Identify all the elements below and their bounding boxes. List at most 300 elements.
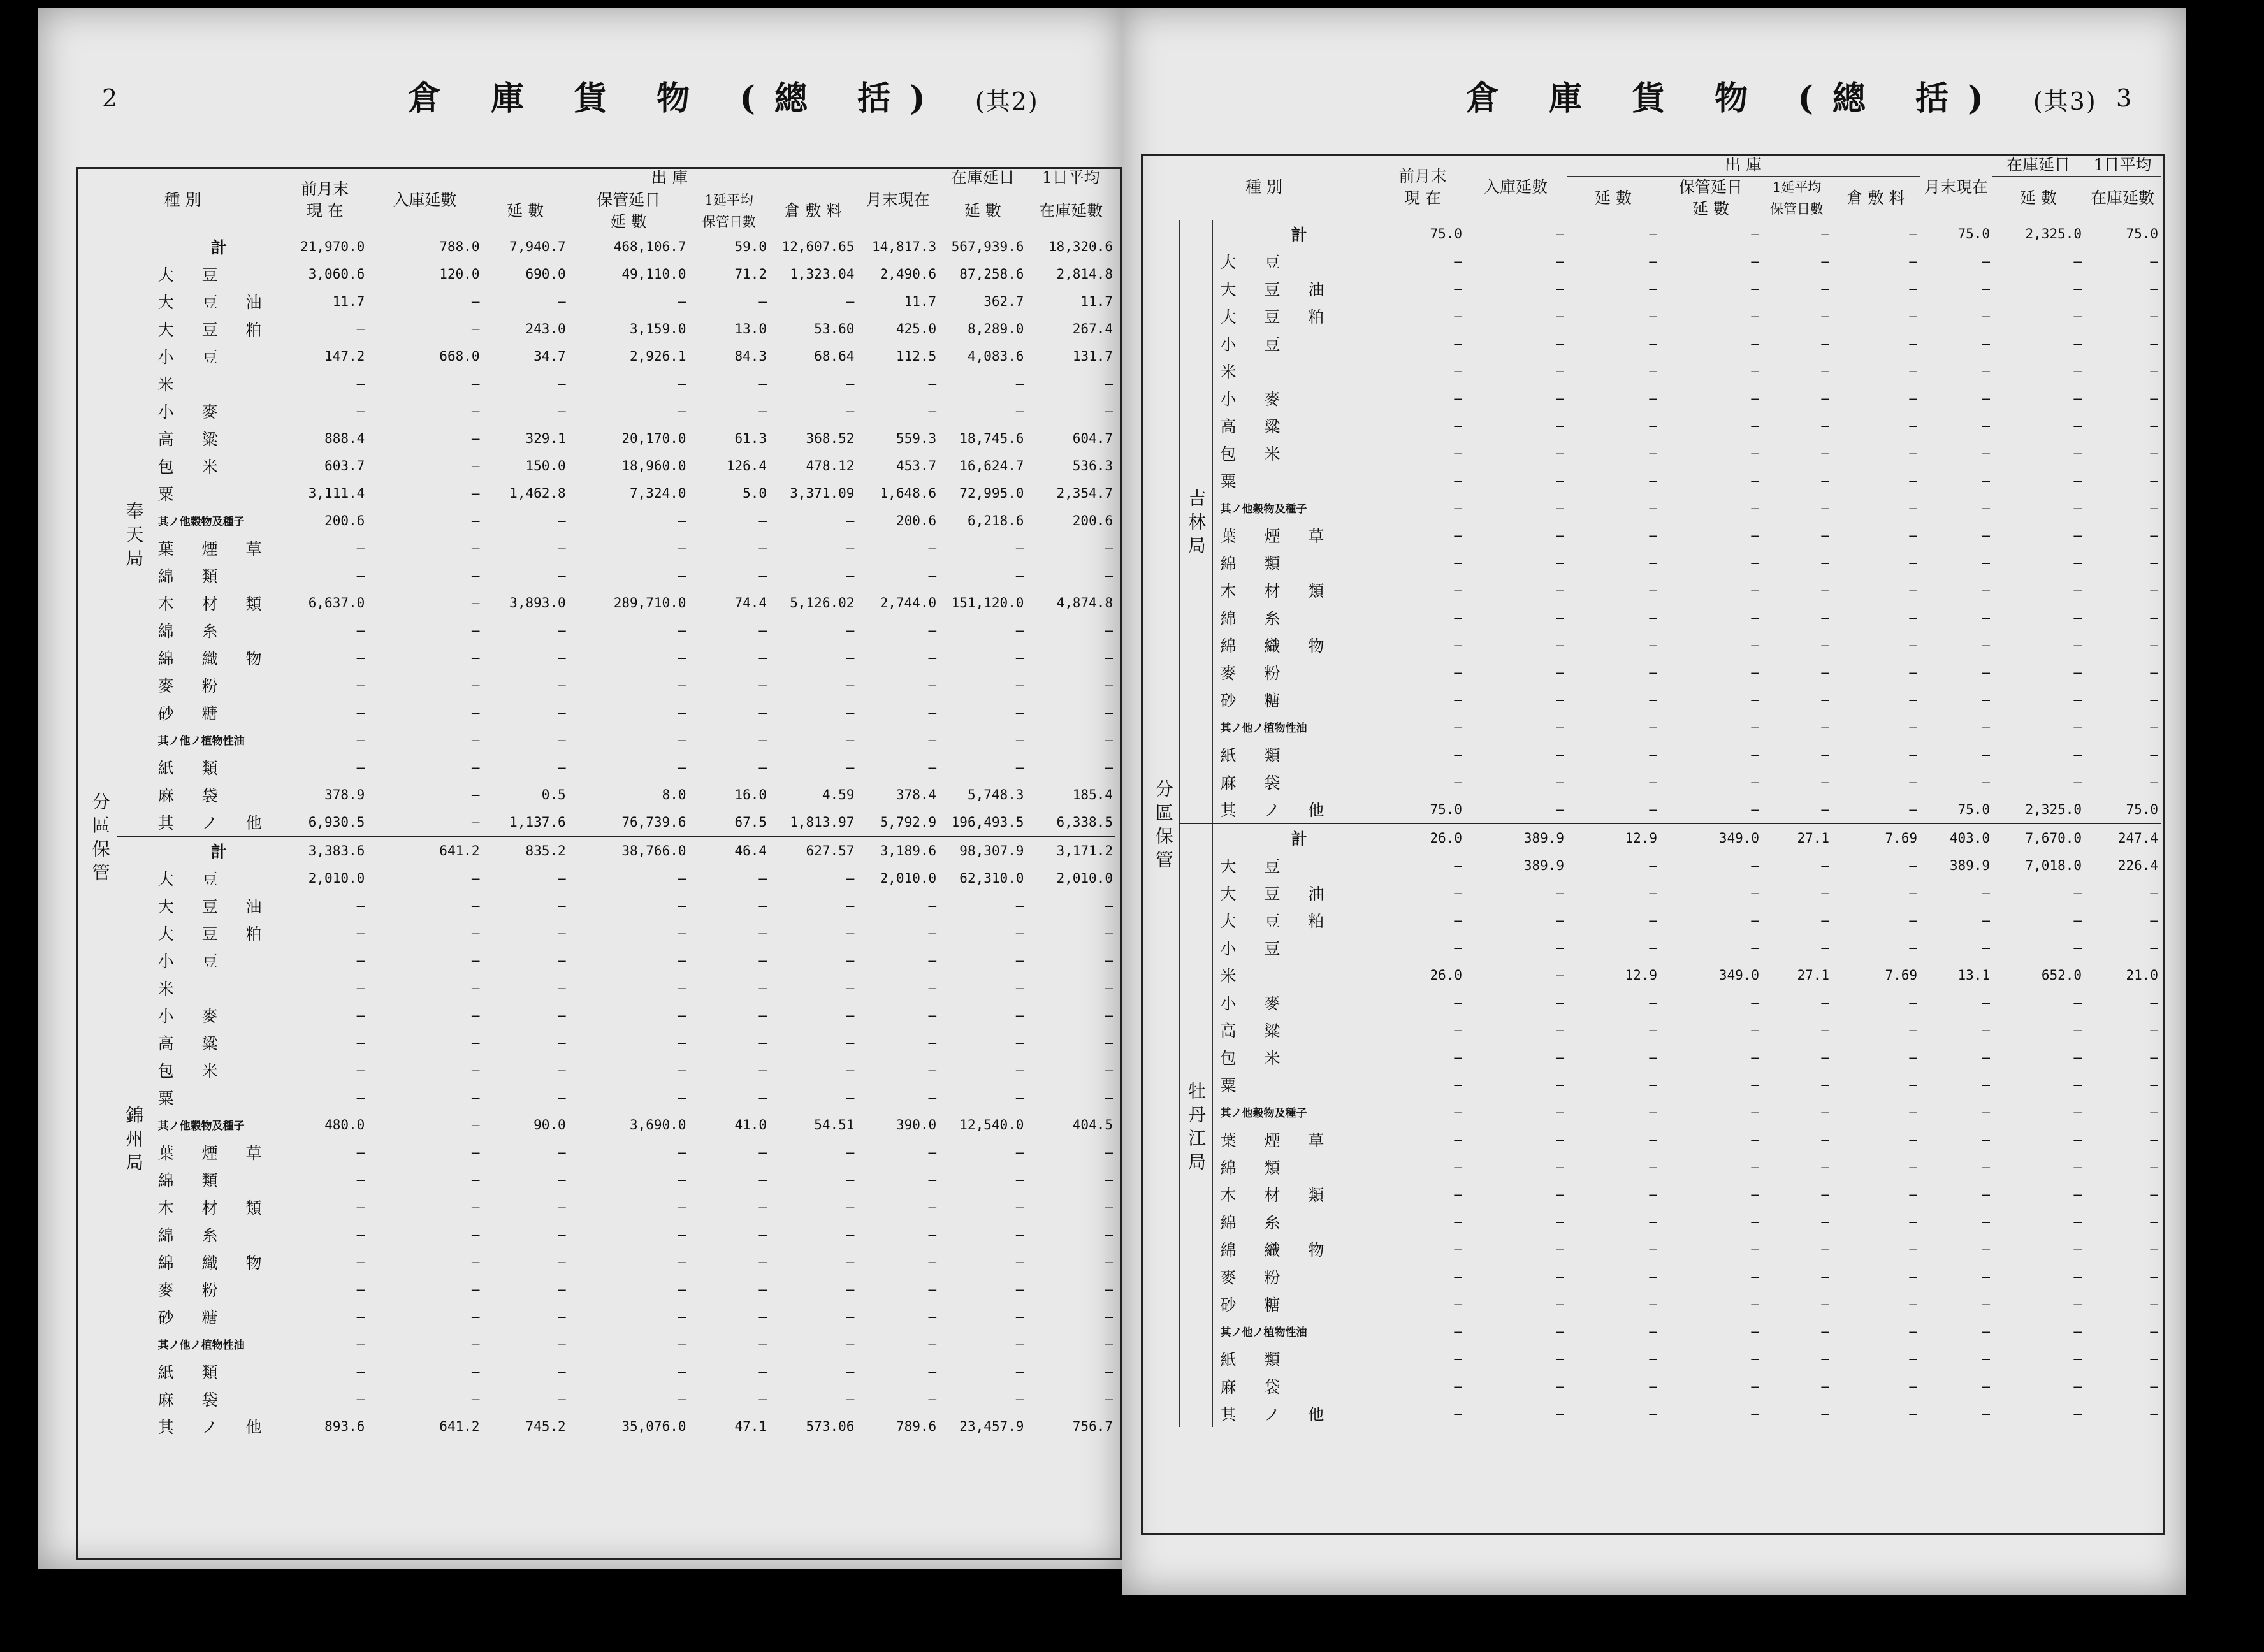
value-cell: 75.0 (2126, 801, 2159, 817)
value-cell: — (758, 1034, 767, 1050)
value-cell: — (1105, 1171, 1113, 1187)
value-cell: — (1015, 649, 1024, 665)
value-cell: — (678, 1336, 686, 1352)
value-cell: — (2150, 719, 2159, 735)
value-cell: — (1454, 582, 1463, 598)
item-label: 米 (157, 375, 185, 394)
value-cell: — (1751, 335, 1760, 351)
value-cell: — (1105, 1391, 1113, 1407)
value-cell: — (846, 952, 855, 968)
office-label: 錦 州 局 (117, 836, 150, 1440)
value-cell: — (1751, 1049, 1760, 1065)
value-cell: — (1909, 500, 1918, 516)
value-cell: 87,258.6 (959, 266, 1024, 282)
value-cell: — (1751, 912, 1760, 928)
value-cell: — (2150, 1104, 2159, 1120)
value-cell: — (678, 1254, 686, 1270)
table-row (83, 726, 1115, 753)
value-cell: — (1649, 746, 1658, 762)
table-row (1147, 768, 2161, 795)
header-daily-avg: 在庫延數 (2091, 189, 2155, 207)
value-cell: — (1982, 664, 1991, 680)
value-cell: — (1556, 253, 1565, 269)
value-cell: 2,010.0 (880, 870, 937, 886)
value-cell: 7,324.0 (629, 485, 686, 501)
value-cell: — (928, 403, 937, 419)
value-cell: — (471, 704, 480, 720)
value-cell: — (1751, 280, 1760, 296)
value-cell: — (1821, 253, 1830, 269)
table-row (1147, 1071, 2161, 1098)
value-cell: — (1751, 885, 1760, 901)
item-label: 其ノ他穀物及種子 (1220, 503, 1307, 516)
value-cell: — (1982, 1022, 1991, 1038)
value-cell: — (1649, 1378, 1658, 1394)
value-cell: — (2073, 1104, 2082, 1120)
value-cell: — (1909, 1131, 1918, 1147)
value-cell: 8,289.0 (967, 321, 1024, 337)
left-page (38, 8, 1122, 1569)
value-cell: — (1982, 1378, 1991, 1394)
value-cell: — (471, 1308, 480, 1324)
value-cell: — (1015, 1089, 1024, 1105)
value-cell: 745.2 (525, 1418, 566, 1434)
value-cell: — (558, 980, 566, 996)
value-cell: — (1751, 857, 1760, 873)
value-cell: — (558, 512, 566, 528)
value-cell: — (2150, 335, 2159, 351)
value-cell: — (558, 1199, 566, 1215)
value-cell: — (1649, 692, 1658, 707)
value-cell: — (1909, 390, 1918, 406)
value-cell: — (1909, 1186, 1918, 1202)
value-cell: — (1015, 1254, 1024, 1270)
value-cell: — (1556, 609, 1565, 625)
value-cell: 362.7 (983, 293, 1024, 309)
value-cell: — (1909, 1351, 1918, 1366)
value-cell: 200.6 (324, 512, 365, 528)
value-cell: — (356, 1089, 365, 1105)
value-cell: — (846, 1144, 855, 1160)
value-cell: — (928, 622, 937, 638)
value-cell: — (558, 293, 566, 309)
value-cell: — (1649, 280, 1658, 296)
value-cell: 12,607.65 (781, 238, 855, 254)
value-cell: — (1454, 253, 1463, 269)
region-label: 分 區 保 管 (83, 233, 117, 1440)
header-fee: 倉 敷 料 (1847, 189, 1905, 207)
value-cell: — (1751, 1076, 1760, 1092)
value-cell: — (1821, 417, 1830, 433)
value-cell: 404.5 (1072, 1117, 1113, 1133)
value-cell: — (1909, 1076, 1918, 1092)
value-cell: — (1751, 1131, 1760, 1147)
value-cell: — (1982, 939, 1991, 955)
value-cell: — (1649, 719, 1658, 735)
value-cell: 5,748.3 (967, 786, 1024, 802)
value-cell: — (1556, 280, 1565, 296)
item-label: 木 材 類 (157, 1198, 273, 1217)
table-row (83, 1330, 1115, 1358)
value-cell: — (846, 293, 855, 309)
value-cell: — (1982, 1076, 1991, 1092)
value-cell: 72,995.0 (959, 485, 1024, 501)
value-cell: — (1556, 939, 1565, 955)
value-cell: — (1751, 1022, 1760, 1038)
item-label: 粟 (1220, 472, 1248, 491)
value-cell: — (1982, 472, 1991, 488)
value-cell: — (1454, 1022, 1463, 1038)
value-cell: — (356, 677, 365, 693)
value-cell: — (1454, 885, 1463, 901)
value-cell: — (2150, 912, 2159, 928)
value-cell: — (1982, 582, 1991, 598)
value-cell: — (1649, 1104, 1658, 1120)
value-cell: — (1909, 609, 1918, 625)
value-cell: — (1982, 1159, 1991, 1175)
value-cell: — (1982, 885, 1991, 901)
value-cell: 75.0 (1430, 226, 1463, 242)
value-cell: — (1821, 939, 1830, 955)
value-cell: — (558, 1226, 566, 1242)
header-in-total: 入庫延數 (1484, 177, 1548, 196)
value-cell: — (758, 375, 767, 391)
value-cell: — (1751, 637, 1760, 653)
value-cell: — (678, 980, 686, 996)
table-row (83, 479, 1115, 507)
table-row (1147, 220, 2161, 247)
value-cell: — (758, 1336, 767, 1352)
item-label: 大 豆 油 (157, 293, 273, 312)
value-cell: 835.2 (483, 836, 569, 864)
value-cell: — (356, 980, 365, 996)
value-cell: — (471, 375, 480, 391)
value-cell: 41.0 (734, 1117, 767, 1133)
value-cell: — (1982, 692, 1991, 707)
value-cell: — (2073, 1296, 2082, 1312)
item-label: 綿 類 (1220, 1158, 1292, 1177)
value-cell: — (2150, 1268, 2159, 1284)
value-cell: — (1909, 1022, 1918, 1038)
item-label: 其ノ他穀物及種子 (157, 1120, 245, 1133)
value-cell: — (1821, 1214, 1830, 1229)
value-cell: — (678, 567, 686, 583)
value-cell: — (1556, 226, 1565, 242)
value-cell: — (2073, 885, 2082, 901)
value-cell: — (356, 732, 365, 748)
value-cell: — (1556, 582, 1565, 598)
value-cell: — (1454, 1186, 1463, 1202)
value-cell: — (1909, 774, 1918, 790)
item-label: 米 (1220, 966, 1248, 985)
value-cell: — (1556, 746, 1565, 762)
value-cell: — (1556, 719, 1565, 735)
value-cell: — (758, 952, 767, 968)
value-cell: 2,010.0 (1056, 870, 1113, 886)
value-cell: — (1751, 554, 1760, 570)
value-cell: 3,171.2 (1026, 836, 1115, 864)
value-cell: 90.0 (533, 1117, 566, 1133)
value-cell: — (1105, 1144, 1113, 1160)
value-cell: — (1556, 967, 1565, 983)
value-cell: — (1105, 1308, 1113, 1324)
value-cell: — (2073, 417, 2082, 433)
value-cell: — (2150, 417, 2159, 433)
value-cell: — (1909, 445, 1918, 461)
value-cell: — (1909, 857, 1918, 873)
item-label: 其ノ他穀物及種子 (157, 516, 245, 528)
value-cell: — (1751, 1159, 1760, 1175)
item-label: 木 材 類 (157, 594, 273, 613)
value-cell: — (1982, 1186, 1991, 1202)
item-label: 高 粱 (1220, 1021, 1292, 1040)
item-label: 高 粱 (157, 430, 229, 449)
value-cell: — (558, 1254, 566, 1270)
item-label: 大 豆 粕 (1220, 307, 1336, 326)
value-cell: — (2150, 1186, 2159, 1202)
value-cell: 5,792.9 (880, 814, 937, 830)
value-cell: — (471, 980, 480, 996)
value-cell: — (1982, 527, 1991, 543)
value-cell: 788.0 (439, 238, 480, 254)
value-cell: — (1649, 1241, 1658, 1257)
value-cell: — (1649, 1214, 1658, 1229)
table-row (1147, 741, 2161, 768)
value-cell: — (471, 1363, 480, 1379)
value-cell: — (846, 1391, 855, 1407)
value-cell: — (846, 622, 855, 638)
table-row (1147, 521, 2161, 549)
value-cell: — (1556, 994, 1565, 1010)
value-cell: — (1982, 1131, 1991, 1147)
header-avg-days: 1延平均 保管日數 (702, 192, 756, 229)
value-cell: 468,106.7 (613, 238, 686, 254)
value-cell: — (2150, 363, 2159, 379)
table-row (1147, 851, 2161, 879)
table-row (83, 452, 1115, 479)
value-cell: — (1821, 774, 1830, 790)
value-cell: — (558, 540, 566, 556)
table-row (1147, 1126, 2161, 1153)
value-cell: 54.51 (814, 1117, 855, 1133)
value-cell: — (1105, 925, 1113, 941)
value-cell: 6,637.0 (308, 595, 365, 611)
value-cell: — (1454, 1131, 1463, 1147)
value-cell: — (846, 375, 855, 391)
value-cell: — (928, 540, 937, 556)
table-row (83, 424, 1115, 452)
value-cell: — (2073, 1405, 2082, 1421)
value-cell: — (1821, 1131, 1830, 1147)
value-cell: — (1105, 952, 1113, 968)
table-row (83, 616, 1115, 644)
value-cell: 390.0 (896, 1117, 937, 1133)
value-cell: — (678, 1226, 686, 1242)
value-cell: — (1751, 1405, 1760, 1421)
value-cell: — (2150, 500, 2159, 516)
value-cell: — (678, 375, 686, 391)
value-cell: — (1982, 719, 1991, 735)
value-cell: — (1982, 554, 1991, 570)
table-row (1147, 576, 2161, 604)
value-cell: — (1105, 732, 1113, 748)
value-cell: — (558, 1089, 566, 1105)
value-cell: 368.52 (806, 430, 855, 446)
value-cell: 6,930.5 (308, 814, 365, 830)
value-cell: — (1909, 582, 1918, 598)
value-cell: — (2150, 280, 2159, 296)
value-cell: 12,540.0 (959, 1117, 1024, 1133)
value-cell: — (928, 980, 937, 996)
right-page (1122, 8, 2186, 1595)
page-title (408, 71, 1039, 119)
value-cell: — (1909, 1296, 1918, 1312)
value-cell: — (1751, 363, 1760, 379)
value-cell: 378.4 (896, 786, 937, 802)
item-label: 綿 糸 (1220, 1213, 1292, 1232)
value-cell: — (1649, 363, 1658, 379)
item-label: 小 麥 (157, 1006, 229, 1025)
value-cell: 11.7 (1080, 293, 1113, 309)
value-cell: — (1909, 746, 1918, 762)
header-stock-days: 延 數 (2020, 189, 2057, 207)
value-cell: 34.7 (533, 348, 566, 364)
value-cell: — (928, 1254, 937, 1270)
value-cell: — (2150, 1241, 2159, 1257)
value-cell: — (2150, 1378, 2159, 1394)
value-cell: 147.2 (324, 348, 365, 364)
value-cell: — (2073, 912, 2082, 928)
value-cell: — (1751, 1296, 1760, 1312)
value-cell: 243.0 (525, 321, 566, 337)
value-cell: 151,120.0 (951, 595, 1024, 611)
value-cell: — (471, 649, 480, 665)
value-cell: — (846, 1363, 855, 1379)
value-cell: — (356, 1062, 365, 1078)
value-cell: — (471, 430, 480, 446)
value-cell: — (1454, 445, 1463, 461)
item-label: 木 材 類 (1220, 1185, 1336, 1205)
table-row (1147, 686, 2161, 713)
item-label: 大 豆 油 (157, 897, 273, 916)
value-cell: — (471, 732, 480, 748)
value-cell: — (846, 1336, 855, 1352)
value-cell: — (1454, 994, 1463, 1010)
value-cell: 7,940.7 (509, 238, 566, 254)
value-cell: — (1105, 567, 1113, 583)
value-cell: 27.1 (1797, 967, 1830, 983)
value-cell: — (558, 649, 566, 665)
value-cell: — (1751, 1104, 1760, 1120)
value-cell: — (1556, 363, 1565, 379)
header-prev-month: 前月末 現 在 (301, 179, 349, 220)
value-cell: — (2073, 1049, 2082, 1065)
value-cell: — (1982, 1296, 1991, 1312)
item-label: 葉 煙 草 (157, 1143, 273, 1163)
value-cell: — (1821, 746, 1830, 762)
title-sub: (其2) (975, 87, 1039, 115)
value-cell: — (1751, 774, 1760, 790)
value-cell: 18,960.0 (621, 458, 686, 474)
value-cell: — (1556, 774, 1565, 790)
value-cell: — (1454, 554, 1463, 570)
value-cell: — (1649, 1405, 1658, 1421)
table-row (83, 699, 1115, 726)
value-cell: 200.6 (1072, 512, 1113, 528)
value-cell: — (1821, 472, 1830, 488)
value-cell: — (1649, 445, 1658, 461)
value-cell: — (758, 759, 767, 775)
value-cell: — (678, 704, 686, 720)
table-row (1147, 989, 2161, 1016)
value-cell: — (1105, 649, 1113, 665)
table-row (83, 946, 1115, 974)
value-cell: 6,338.5 (1056, 814, 1113, 830)
value-cell: — (2073, 582, 2082, 598)
page-number: 2 (102, 84, 118, 112)
value-cell: — (1649, 1049, 1658, 1065)
value-cell: — (558, 375, 566, 391)
value-cell: 2,814.8 (1056, 266, 1113, 282)
value-cell: — (2073, 1214, 2082, 1229)
value-cell: 8.0 (662, 786, 686, 802)
value-cell: — (1454, 1378, 1463, 1394)
value-cell: — (1909, 1241, 1918, 1257)
value-cell: — (471, 403, 480, 419)
item-label: 綿 類 (157, 1171, 229, 1190)
value-cell: — (1454, 1076, 1463, 1092)
value-cell: 403.0 (1920, 823, 1992, 851)
value-cell: — (2150, 692, 2159, 707)
item-label: 包 米 (157, 1061, 229, 1080)
table-row (1147, 906, 2161, 934)
value-cell: — (558, 1034, 566, 1050)
value-cell: 389.9 (1465, 823, 1567, 851)
value-cell: — (2073, 472, 2082, 488)
value-cell: — (1909, 417, 1918, 433)
header-out-total: 延 數 (507, 201, 544, 220)
item-label: 計 (150, 836, 282, 864)
value-cell: — (1821, 527, 1830, 543)
table-row (83, 562, 1115, 589)
value-cell: — (678, 403, 686, 419)
value-cell: — (1556, 1076, 1565, 1092)
value-cell: — (678, 1034, 686, 1050)
value-cell: — (928, 952, 937, 968)
value-cell: — (1649, 1323, 1658, 1339)
value-cell: 71.2 (734, 266, 767, 282)
value-cell: — (846, 870, 855, 886)
item-label: 砂 糖 (157, 704, 229, 723)
value-cell: — (471, 293, 480, 309)
value-cell: 453.7 (896, 458, 937, 474)
item-label: 砂 糖 (1220, 691, 1292, 710)
value-cell: — (2073, 363, 2082, 379)
value-cell: — (356, 759, 365, 775)
table-row (1147, 961, 2161, 989)
value-cell: — (1649, 801, 1658, 817)
value-cell: — (2073, 1159, 2082, 1175)
value-cell: — (1909, 939, 1918, 955)
value-cell: — (678, 622, 686, 638)
value-cell: — (1556, 1323, 1565, 1339)
value-cell: — (1751, 500, 1760, 516)
value-cell: 668.0 (439, 348, 480, 364)
value-cell: — (558, 952, 566, 968)
value-cell: 6,218.6 (967, 512, 1024, 528)
value-cell: — (2150, 1076, 2159, 1092)
value-cell: — (2073, 609, 2082, 625)
